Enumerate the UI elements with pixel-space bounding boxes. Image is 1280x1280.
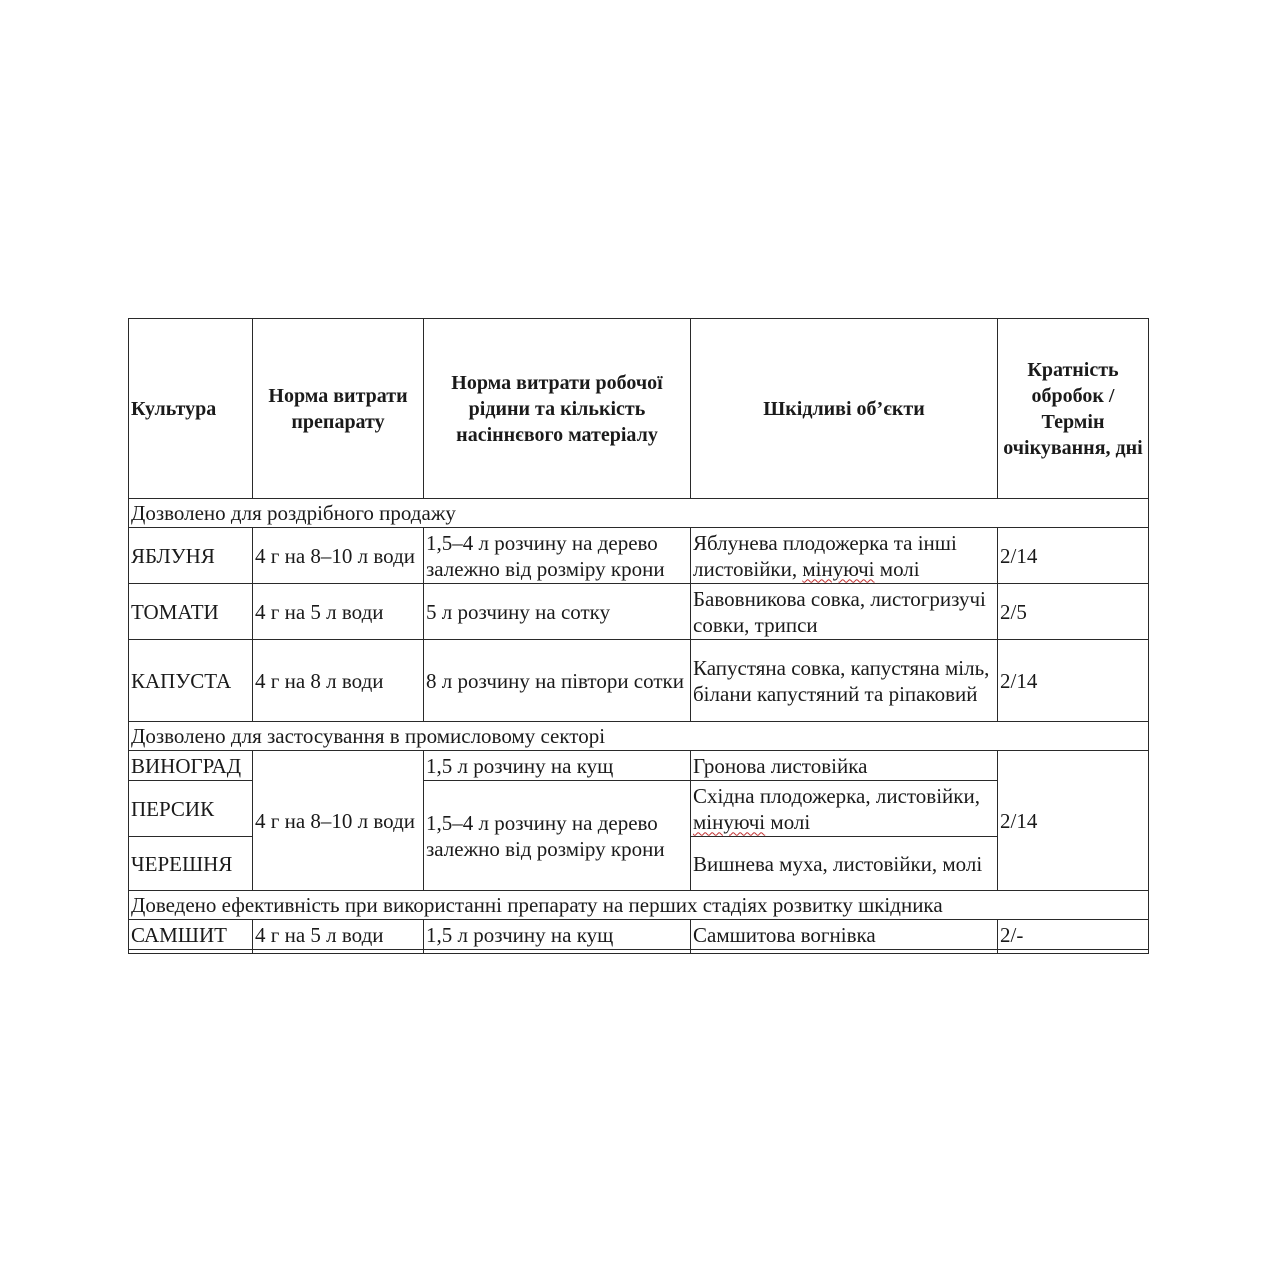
header-dose: Норма витрати препарату — [253, 319, 424, 499]
cell-pests: Самшитова вогнівка — [691, 920, 998, 950]
header-pests: Шкідливі об’єкти — [691, 319, 998, 499]
cell-pests: Вишнева муха, листовійки, молі — [691, 837, 998, 891]
table-row-grape — [129, 751, 1149, 781]
section-row-retail — [129, 499, 1149, 528]
cell-pests: Капустяна совка, капустяна міль, білани капустяний та ріпаковий — [691, 640, 998, 722]
cell-dose: 4 г на 5 л води — [253, 920, 424, 950]
cell-liquid-shared: 1,5–4 л розчину на дерево залежно від розміру крони — [424, 781, 691, 891]
cell-crop: ЯБЛУНЯ — [129, 528, 253, 584]
cell-liquid: 1,5 л розчину на кущ — [424, 751, 691, 781]
table-row-apple — [129, 528, 1149, 584]
header-liquid: Норма витрати робочої рідини та кількість насіннєвого матеріалу — [424, 319, 691, 499]
tail-cell — [998, 950, 1149, 954]
cell-liquid: 1,5–4 л розчину на дерево залежно від розміру крони — [424, 528, 691, 584]
cell-pests — [691, 528, 998, 584]
pests-text-tail: молі — [879, 556, 920, 581]
section-row-industrial — [129, 722, 1149, 751]
tail-cell — [424, 950, 691, 954]
cell-pests — [691, 781, 998, 837]
cell-frequency: 2/- — [998, 920, 1149, 950]
cell-dose: 4 г на 8 л води — [253, 640, 424, 722]
section-label: Доведено ефективність при використанні препарату на перших стадіях розвитку шкідника — [129, 891, 1149, 920]
cell-frequency: 2/14 — [998, 528, 1149, 584]
tail-cell — [691, 950, 998, 954]
spellcheck-word: мінуючі — [693, 809, 766, 834]
cell-liquid: 5 л розчину на сотку — [424, 584, 691, 640]
cell-pests: Гронова листовійка — [691, 751, 998, 781]
section-label: Дозволено для роздрібного продажу — [129, 499, 1149, 528]
header-crop: Культура — [129, 319, 253, 499]
table-row-boxwood — [129, 920, 1149, 950]
section-label: Дозволено для застосування в промисловому секторі — [129, 722, 1149, 751]
cell-crop: ТОМАТИ — [129, 584, 253, 640]
table-tail-row — [129, 950, 1149, 954]
cell-crop: ВИНОГРАД — [129, 751, 253, 781]
pests-text: Східна плодожерка, листовійки, — [693, 783, 980, 808]
cell-dose: 4 г на 5 л води — [253, 584, 424, 640]
cell-pests: Бавовникова совка, листогризучі совки, трипси — [691, 584, 998, 640]
cell-frequency-shared: 2/14 — [998, 751, 1149, 891]
cell-crop: КАПУСТА — [129, 640, 253, 722]
pests-text-tail: молі — [770, 809, 811, 834]
cell-dose-shared: 4 г на 8–10 л води — [253, 751, 424, 891]
cell-liquid: 8 л розчину на півтори сотки — [424, 640, 691, 722]
spellcheck-word: мінуючі — [802, 556, 875, 581]
tail-cell — [253, 950, 424, 954]
tail-cell — [129, 950, 253, 954]
table-row-tomato — [129, 584, 1149, 640]
table-row-cabbage — [129, 640, 1149, 722]
section-row-efficacy — [129, 891, 1149, 920]
cell-liquid: 1,5 л розчину на кущ — [424, 920, 691, 950]
cell-crop: ПЕРСИК — [129, 781, 253, 837]
cell-dose: 4 г на 8–10 л води — [253, 528, 424, 584]
pests-text: Яблунева плодожерка та інші листовійки, — [693, 530, 957, 581]
cell-frequency: 2/5 — [998, 584, 1149, 640]
pesticide-table — [128, 318, 1149, 954]
cell-frequency: 2/14 — [998, 640, 1149, 722]
header-row — [129, 319, 1149, 499]
cell-crop: САМШИТ — [129, 920, 253, 950]
cell-crop: ЧЕРЕШНЯ — [129, 837, 253, 891]
header-frequency: Кратність обробок / Термін очікування, дні — [998, 319, 1149, 499]
